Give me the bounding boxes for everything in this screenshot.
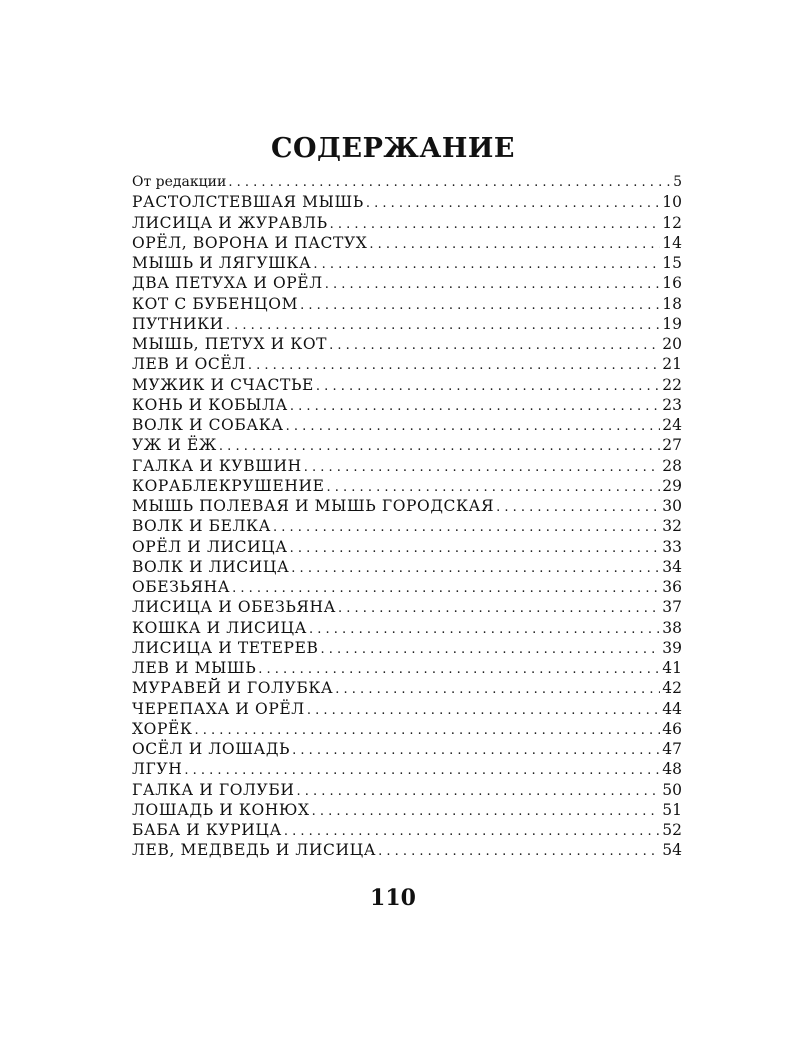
- toc-entry-title: МУЖИК И СЧАСТЬЕ: [132, 375, 314, 394]
- dot-leader: [329, 336, 660, 356]
- dot-leader: [327, 478, 661, 498]
- page-title: СОДЕРЖАНИЕ: [271, 133, 515, 164]
- toc-entry-page: 38: [662, 618, 682, 637]
- toc-entry-title: ЛИСИЦА И ОБЕЗЬЯНА: [132, 598, 336, 617]
- toc-entry-title: ОРЁЛ, ВОРОНА И ПАСТУХ: [132, 233, 368, 252]
- dot-leader: [290, 397, 660, 417]
- dot-leader: [284, 822, 660, 842]
- toc-entry-page: 18: [662, 294, 682, 313]
- dot-leader: [338, 599, 660, 619]
- toc-entry-page: 22: [662, 375, 682, 394]
- toc-entry-title: ВОЛК И БЕЛКА: [132, 517, 271, 536]
- toc-entry[interactable]: [132, 233, 682, 253]
- toc-entry[interactable]: [132, 638, 682, 658]
- toc-entry-page: 19: [662, 314, 682, 333]
- toc-entry[interactable]: [132, 334, 682, 354]
- toc-entry-page: 20: [662, 335, 682, 353]
- toc-entry-page: 32: [662, 517, 682, 536]
- dot-leader: [248, 356, 660, 376]
- toc-entry-page: 41: [662, 659, 682, 677]
- toc-entry-title: ЛИСИЦА И ЖУРАВЛЬ: [132, 213, 328, 232]
- toc-entry-title: ЛОШАДЬ И КОНЮХ: [132, 800, 310, 819]
- toc-entry[interactable]: [132, 314, 682, 334]
- toc-entry[interactable]: [132, 294, 682, 314]
- dot-leader: [184, 761, 660, 781]
- dot-leader: [304, 458, 661, 478]
- toc-entry[interactable]: [132, 719, 682, 739]
- toc-entry-title: КОНЬ И КОБЫЛА: [132, 395, 288, 414]
- toc-entry-page: 12: [662, 213, 682, 232]
- toc-entry-page: 27: [662, 436, 682, 455]
- toc-entry-title: ЛГУН: [132, 760, 183, 779]
- dot-leader: [378, 842, 660, 862]
- toc-entry-page: 24: [662, 416, 682, 434]
- page-number: 110: [370, 885, 416, 911]
- toc-entry[interactable]: [132, 253, 682, 273]
- toc-entry[interactable]: [132, 577, 682, 597]
- toc-entry-title: ПУТНИКИ: [132, 314, 224, 333]
- toc-entry-page: 54: [662, 841, 682, 860]
- dot-leader: [496, 498, 660, 518]
- dot-leader: [226, 316, 660, 336]
- toc-entry-title: ХОРЁК: [132, 719, 193, 738]
- toc-entry-title: ДВА ПЕТУХА И ОРЁЛ: [132, 274, 323, 293]
- dot-leader: [312, 802, 661, 822]
- dot-leader: [258, 660, 660, 680]
- toc-entry[interactable]: [132, 273, 682, 293]
- toc-entry-page: 52: [662, 821, 682, 839]
- toc-entry-title: ОРЁЛ И ЛИСИЦА: [132, 537, 288, 556]
- toc-entry-title: ЛЕВ, МЕДВЕДЬ И ЛИСИЦА: [132, 841, 377, 860]
- toc-entry-title: МЫШЬ И ЛЯГУШКА: [132, 254, 312, 272]
- toc-entry-page: 15: [662, 254, 682, 272]
- toc-entry[interactable]: [132, 192, 682, 212]
- toc-entry-page: 33: [662, 537, 682, 556]
- toc-entry-title: ГАЛКА И КУВШИН: [132, 456, 302, 475]
- toc-entry-title: ОСЁЛ И ЛОШАДЬ: [132, 740, 291, 758]
- toc-entry-page: 5: [673, 174, 682, 190]
- toc-entry-page: 42: [662, 679, 682, 698]
- dot-leader: [316, 377, 660, 397]
- dot-leader: [286, 417, 661, 437]
- dot-leader: [330, 215, 661, 235]
- toc-entry-title: КОШКА И ЛИСИЦА: [132, 618, 307, 637]
- toc-entry-title: ВОЛК И ЛИСИЦА: [132, 557, 290, 576]
- dot-leader: [300, 296, 660, 316]
- dot-leader: [219, 437, 660, 457]
- toc-entry-page: 47: [662, 740, 682, 758]
- toc-entry[interactable]: [132, 476, 682, 496]
- toc-entry-page: 10: [662, 193, 682, 212]
- toc-entry-title: ОБЕЗЬЯНА: [132, 578, 231, 596]
- toc-entry[interactable]: [132, 597, 682, 617]
- dot-leader: [309, 620, 660, 640]
- toc-entry[interactable]: [132, 678, 682, 698]
- dot-leader: [366, 194, 660, 214]
- toc-entry-title: МЫШЬ ПОЛЕВАЯ И МЫШЬ ГОРОДСКАЯ: [132, 497, 495, 515]
- toc-entry-page: 28: [662, 456, 682, 475]
- toc-entry-page: 36: [662, 578, 682, 596]
- toc-entry-page: 34: [662, 557, 682, 576]
- toc-entry[interactable]: [132, 395, 682, 415]
- toc-entry-page: 14: [662, 233, 682, 252]
- toc-entry[interactable]: [132, 496, 682, 516]
- toc-entry-page: 16: [662, 274, 682, 293]
- toc-entry[interactable]: [132, 172, 682, 192]
- toc-entry-title: КОРАБЛЕКРУШЕНИЕ: [132, 476, 325, 495]
- dot-leader: [194, 721, 660, 741]
- toc-entry-title: УЖ И ЁЖ: [132, 436, 217, 455]
- toc-entry[interactable]: [132, 739, 682, 759]
- toc-entry-title: РАСТОЛСТЕВШАЯ МЫШЬ: [132, 193, 364, 212]
- dot-leader: [291, 559, 660, 579]
- toc-entry-page: 44: [662, 699, 682, 718]
- toc-entry[interactable]: [132, 415, 682, 435]
- toc-entry[interactable]: [132, 800, 682, 820]
- toc-entry-page: 23: [662, 395, 682, 414]
- toc-entry[interactable]: [132, 618, 682, 638]
- toc-entry-page: 29: [662, 476, 682, 495]
- toc-entry-title: ВОЛК И СОБАКА: [132, 416, 284, 434]
- toc-entry-title: От редакции: [132, 174, 227, 190]
- toc-entry-title: ЧЕРЕПАХА И ОРЁЛ: [132, 699, 305, 718]
- toc-entry[interactable]: [132, 354, 682, 374]
- toc-entry[interactable]: [132, 840, 682, 860]
- dot-leader: [296, 782, 660, 802]
- toc-entry[interactable]: [132, 699, 682, 719]
- toc-entry-page: 50: [662, 780, 682, 799]
- toc-entry-page: 48: [662, 760, 682, 779]
- toc-entry[interactable]: [132, 456, 682, 476]
- toc-entry-title: МЫШЬ, ПЕТУХ И КОТ: [132, 335, 328, 353]
- toc-entry-page: 46: [662, 719, 682, 738]
- toc-entry-title: БАБА И КУРИЦА: [132, 821, 282, 839]
- toc-entry-title: ЛИСИЦА И ТЕТЕРЕВ: [132, 638, 319, 657]
- toc-entry-title: ЛЕВ И МЫШЬ: [132, 659, 257, 677]
- toc-entry[interactable]: [132, 213, 682, 233]
- toc-entry-page: 30: [662, 497, 682, 515]
- toc-entry[interactable]: [132, 516, 682, 536]
- toc-entry-title: ЛЕВ И ОСЁЛ: [132, 355, 246, 374]
- dot-leader: [228, 173, 671, 193]
- dot-leader: [290, 539, 661, 559]
- toc-entry[interactable]: [132, 820, 682, 840]
- dot-leader: [273, 518, 660, 538]
- toc-entry-title: МУРАВЕЙ И ГОЛУБКА: [132, 679, 334, 698]
- table-of-contents: [132, 172, 682, 861]
- toc-entry-page: 37: [662, 598, 682, 617]
- toc-entry[interactable]: [132, 435, 682, 455]
- toc-entry[interactable]: [132, 557, 682, 577]
- dot-leader: [325, 275, 661, 295]
- dot-leader: [307, 701, 660, 721]
- dot-leader: [232, 579, 660, 599]
- dot-leader: [292, 741, 660, 761]
- toc-entry-page: 39: [662, 638, 682, 657]
- toc-entry[interactable]: [132, 375, 682, 395]
- toc-entry-title: ГАЛКА И ГОЛУБИ: [132, 780, 295, 799]
- toc-entry-page: 51: [662, 800, 682, 819]
- toc-entry[interactable]: [132, 780, 682, 800]
- toc-entry-page: 21: [662, 355, 682, 374]
- dot-leader: [321, 640, 661, 660]
- toc-entry[interactable]: [132, 658, 682, 678]
- toc-entry[interactable]: [132, 759, 682, 779]
- dot-leader: [335, 680, 660, 700]
- toc-entry[interactable]: [132, 537, 682, 557]
- dot-leader: [369, 235, 660, 255]
- dot-leader: [313, 255, 660, 275]
- toc-entry-title: КОТ С БУБЕНЦОМ: [132, 294, 299, 313]
